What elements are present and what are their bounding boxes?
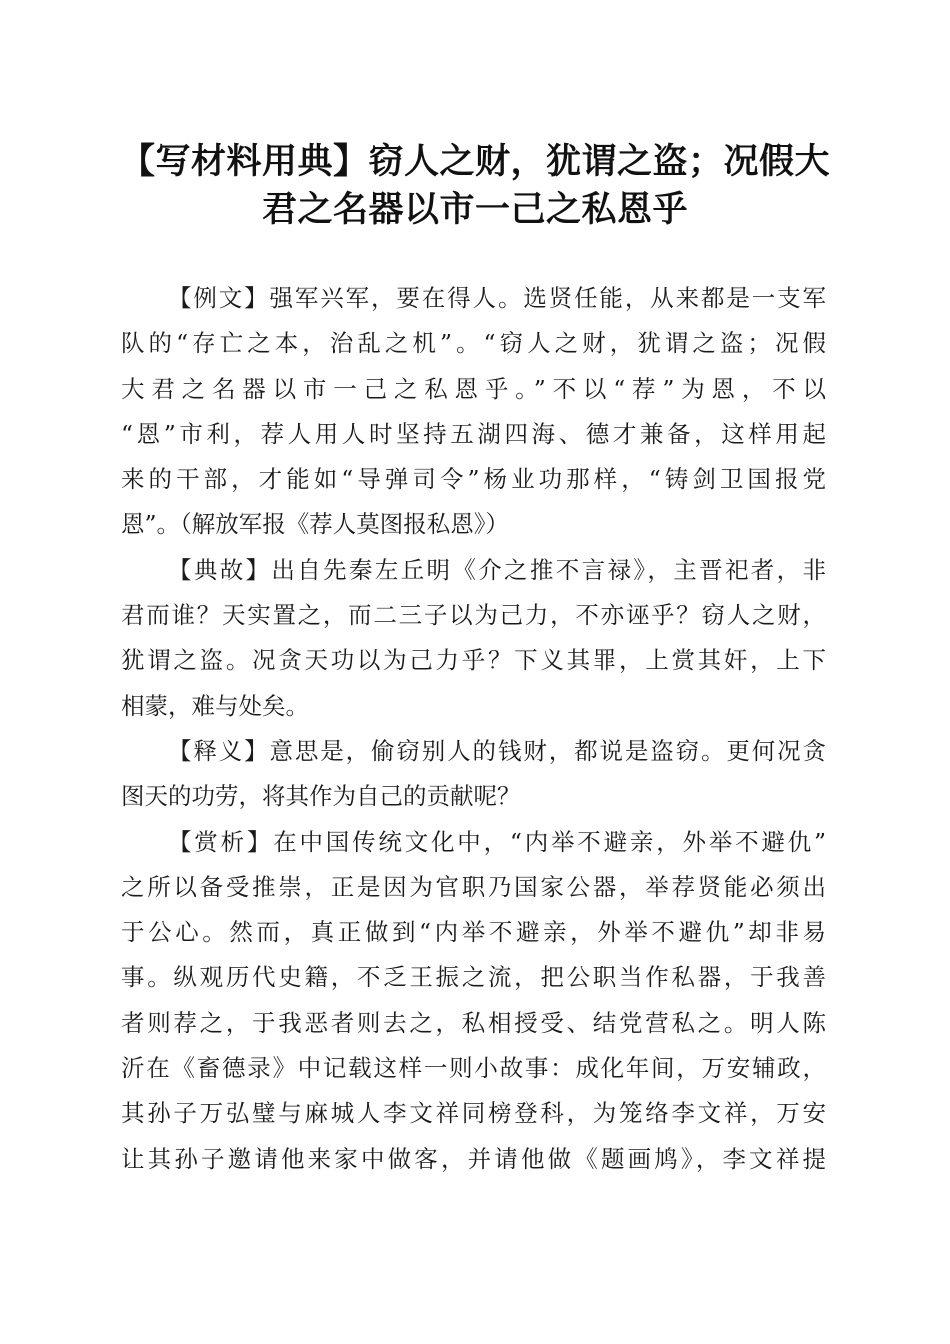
text-line: 沂在《畜德录》中记载这样一则小故事：成化年间，万安辅政， bbox=[121, 1054, 826, 1083]
text-line: 【赏析】在中国传统文化中，“内举不避亲，外举不避仇” bbox=[168, 827, 826, 856]
title-line-1: 【写材料用典】窃人之财，犹谓之盗；况假大 bbox=[119, 142, 830, 182]
text-line: 君而谁？天实置之，而二三子以为己力，不亦诬乎？窃人之财， bbox=[121, 601, 826, 630]
text-line: 来的干部，才能如“导弹司令”杨业功那样，“铸剑卫国报党 bbox=[121, 465, 826, 494]
paragraph-example bbox=[121, 276, 826, 548]
text-line: “恩”市利，荐人用人时坚持五湖四海、德才兼备，这样用起 bbox=[121, 419, 826, 448]
text-line: 队的“存亡之本，治乱之机”。“窃人之财，犹谓之盗；况假 bbox=[121, 329, 826, 358]
text-line: 大君之名器以市一己之私恩乎。”不以“荐”为恩，不以 bbox=[121, 374, 826, 403]
paragraph-appreciation bbox=[121, 820, 826, 1182]
text-line: 相蒙，难与处矣。 bbox=[121, 691, 309, 720]
text-line: 者则荐之，于我恶者则去之，私相授受、结党营私之。明人陈 bbox=[121, 1008, 826, 1037]
document-body bbox=[121, 276, 826, 1182]
document-title bbox=[100, 138, 850, 234]
paragraph-allusion bbox=[121, 548, 826, 729]
title-line-2: 君之名器以市一己之私恩乎 bbox=[261, 190, 688, 230]
text-line: 其孙子万弘璧与麻城人李文祥同榜登科，为笼络李文祥，万安 bbox=[121, 1099, 826, 1128]
paragraph-meaning bbox=[121, 729, 826, 820]
text-line: 犹谓之盗。况贪天功以为己力乎？下义其罪，上赏其奸，上下 bbox=[121, 646, 826, 675]
text-line: 事。纵观历代史籍，不乏王振之流，把公职当作私器，于我善 bbox=[121, 963, 826, 992]
text-line: 于公心。然而，真正做到“内举不避亲，外举不避仇”却非易 bbox=[121, 918, 826, 947]
text-line: 【释义】意思是，偷窃别人的钱财，都说是盗窃。更何况贪 bbox=[168, 736, 826, 765]
text-line: 恩”。（解放军报《荐人莫图报私恩》） bbox=[121, 510, 510, 539]
text-line: 让其孙子邀请他来家中做客，并请他做《题画鸠》，李文祥提 bbox=[121, 1144, 826, 1173]
text-line: 【典故】出自先秦左丘明《介之推不言禄》，主晋祀者，非 bbox=[168, 555, 826, 584]
text-line: 【例文】强军兴军，要在得人。选贤任能，从来都是一支军 bbox=[168, 284, 826, 312]
text-line: 图天的功劳，将其作为自己的贡献呢？ bbox=[121, 782, 521, 811]
text-line: 之所以备受推崇，正是因为官职乃国家公器，举荐贤能必须出 bbox=[121, 872, 826, 901]
